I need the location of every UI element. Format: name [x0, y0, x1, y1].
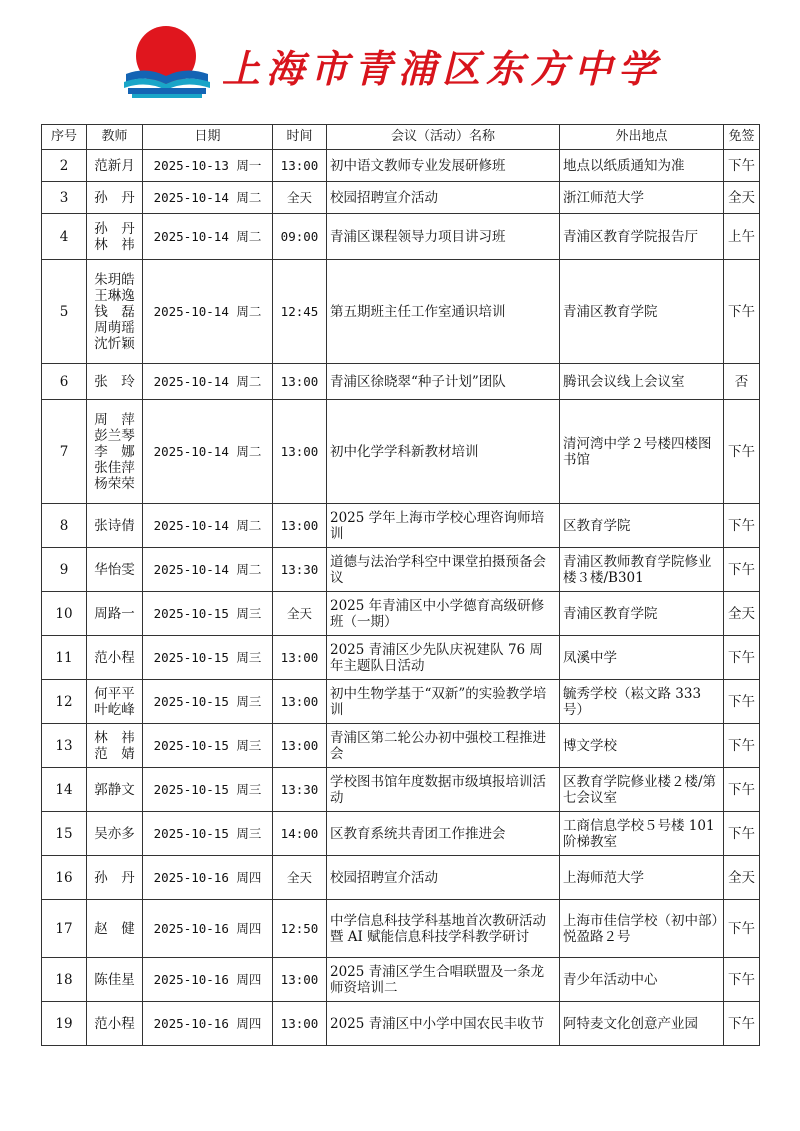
- row-teachers: [87, 150, 143, 182]
- row-teachers: [87, 214, 143, 260]
- row-time: 13:00: [273, 680, 327, 724]
- row-date: 2025-10-15 周三: [143, 812, 273, 856]
- row-sign-exempt: 下午: [724, 768, 760, 812]
- teacher-name: 赵 健: [94, 920, 135, 937]
- table-row: [42, 724, 760, 768]
- table-row: [42, 592, 760, 636]
- col-header-meeting-name: 会议（活动）名称: [327, 125, 560, 150]
- row-place: 阿特麦文化创意产业园: [560, 1002, 724, 1046]
- table-row: [42, 150, 760, 182]
- row-place: 区教育学院修业楼２楼/第七会议室: [560, 768, 724, 812]
- row-time: 12:45: [273, 260, 327, 364]
- row-sign-exempt: 下午: [724, 680, 760, 724]
- row-meeting-name: 校园招聘宣介活动: [327, 856, 560, 900]
- row-place: 上海师范大学: [560, 856, 724, 900]
- row-time: 全天: [273, 856, 327, 900]
- row-sign-exempt: 下午: [724, 812, 760, 856]
- table-row: [42, 812, 760, 856]
- row-time: 13:00: [273, 1002, 327, 1046]
- row-meeting-name: 青浦区徐晓翠“种子计划”团队: [327, 364, 560, 400]
- row-meeting-name: 中学信息科技学科基地首次教研活动暨 AI 赋能信息科技学科教学研讨: [327, 900, 560, 958]
- row-time: 12:50: [273, 900, 327, 958]
- row-teachers: [87, 856, 143, 900]
- row-meeting-name: 初中生物学基于“双新”的实验教学培训: [327, 680, 560, 724]
- row-time: 13:00: [273, 636, 327, 680]
- row-meeting-name: 学校图书馆年度数据市级填报培训活动: [327, 768, 560, 812]
- row-date: 2025-10-15 周三: [143, 724, 273, 768]
- col-header-sign-exempt: 免签: [724, 125, 760, 150]
- teacher-name: 孙 丹: [94, 189, 135, 206]
- row-place: 博文学校: [560, 724, 724, 768]
- teacher-name: 王琳逸: [94, 287, 135, 304]
- row-number: 16: [42, 856, 87, 900]
- row-meeting-name: 2025 青浦区学生合唱联盟及一条龙师资培训二: [327, 958, 560, 1002]
- row-date: 2025-10-15 周三: [143, 680, 273, 724]
- row-place: 工商信息学校５号楼 101 阶梯教室: [560, 812, 724, 856]
- teacher-name: 孙 丹: [94, 220, 135, 237]
- row-place: 青浦区教育学院报告厅: [560, 214, 724, 260]
- row-number: 14: [42, 768, 87, 812]
- teacher-name: 张 玲: [94, 373, 135, 390]
- teacher-name: 周 萍: [94, 411, 135, 428]
- meeting-schedule-table: [41, 124, 760, 1046]
- row-date: 2025-10-16 周四: [143, 900, 273, 958]
- table-row: [42, 958, 760, 1002]
- row-teachers: [87, 504, 143, 548]
- row-teachers: [87, 768, 143, 812]
- table-row: [42, 856, 760, 900]
- table-row: [42, 214, 760, 260]
- teacher-name: 周萌瑶: [94, 319, 135, 336]
- row-number: 2: [42, 150, 87, 182]
- col-header-time: 时间: [273, 125, 327, 150]
- table-row: [42, 364, 760, 400]
- row-date: 2025-10-16 周四: [143, 856, 273, 900]
- row-number: 4: [42, 214, 87, 260]
- teacher-name: 朱玥皓: [94, 271, 135, 288]
- row-sign-exempt: 上午: [724, 214, 760, 260]
- row-time: 全天: [273, 182, 327, 214]
- teacher-name: 彭兰琴: [94, 427, 135, 444]
- row-sign-exempt: 下午: [724, 958, 760, 1002]
- row-time: 13:00: [273, 724, 327, 768]
- row-sign-exempt: 下午: [724, 636, 760, 680]
- table-row: [42, 900, 760, 958]
- teacher-name: 周路一: [94, 605, 135, 622]
- teacher-name: 钱 磊: [94, 303, 135, 320]
- teacher-name: 杨荣荣: [94, 475, 135, 492]
- row-place: 地点以纸质通知为准: [560, 150, 724, 182]
- row-time: 全天: [273, 592, 327, 636]
- row-number: 8: [42, 504, 87, 548]
- row-time: 13:30: [273, 548, 327, 592]
- row-meeting-name: 校园招聘宣介活动: [327, 182, 560, 214]
- row-date: 2025-10-14 周二: [143, 260, 273, 364]
- row-sign-exempt: 下午: [724, 724, 760, 768]
- col-header-place: 外出地点: [560, 125, 724, 150]
- row-teachers: [87, 260, 143, 364]
- teacher-name: 孙 丹: [94, 869, 135, 886]
- row-time: 13:30: [273, 768, 327, 812]
- row-date: 2025-10-16 周四: [143, 1002, 273, 1046]
- row-place: 青浦区教师教育学院修业楼３楼/B301: [560, 548, 724, 592]
- row-teachers: [87, 900, 143, 958]
- row-meeting-name: 青浦区课程领导力项目讲习班: [327, 214, 560, 260]
- row-place: 青浦区教育学院: [560, 260, 724, 364]
- teacher-name: 何平平: [94, 685, 135, 702]
- row-teachers: [87, 1002, 143, 1046]
- row-date: 2025-10-14 周二: [143, 214, 273, 260]
- row-place: 青少年活动中心: [560, 958, 724, 1002]
- row-sign-exempt: 下午: [724, 900, 760, 958]
- table-body: [42, 150, 760, 1046]
- table-header-row: [42, 125, 760, 150]
- row-date: 2025-10-15 周三: [143, 636, 273, 680]
- row-sign-exempt: 下午: [724, 1002, 760, 1046]
- row-teachers: [87, 548, 143, 592]
- row-date: 2025-10-14 周二: [143, 504, 273, 548]
- row-time: 13:00: [273, 504, 327, 548]
- row-place: 腾讯会议线上会议室: [560, 364, 724, 400]
- row-number: 11: [42, 636, 87, 680]
- row-meeting-name: 初中语文教师专业发展研修班: [327, 150, 560, 182]
- row-number: 10: [42, 592, 87, 636]
- table-row: [42, 768, 760, 812]
- row-number: 3: [42, 182, 87, 214]
- row-meeting-name: 第五期班主任工作室通识培训: [327, 260, 560, 364]
- row-number: 6: [42, 364, 87, 400]
- table-row: [42, 504, 760, 548]
- row-date: 2025-10-14 周二: [143, 182, 273, 214]
- row-meeting-name: 区教育系统共青团工作推进会: [327, 812, 560, 856]
- row-number: 19: [42, 1002, 87, 1046]
- row-teachers: [87, 958, 143, 1002]
- row-time: 14:00: [273, 812, 327, 856]
- row-teachers: [87, 400, 143, 504]
- row-number: 5: [42, 260, 87, 364]
- teacher-name: 李 娜: [94, 443, 135, 460]
- row-number: 17: [42, 900, 87, 958]
- row-meeting-name: 2025 学年上海市学校心理咨询师培训: [327, 504, 560, 548]
- row-number: 18: [42, 958, 87, 1002]
- row-teachers: [87, 680, 143, 724]
- teacher-name: 张佳萍: [94, 459, 135, 476]
- teacher-name: 范小程: [94, 1015, 135, 1032]
- row-meeting-name: 2025 年青浦区中小学德育高级研修班（一期）: [327, 592, 560, 636]
- row-sign-exempt: 下午: [724, 260, 760, 364]
- row-sign-exempt: 下午: [724, 548, 760, 592]
- teacher-name: 范小程: [94, 649, 135, 666]
- row-teachers: [87, 592, 143, 636]
- teacher-name: 叶屹峰: [94, 701, 135, 718]
- row-time: 13:00: [273, 400, 327, 504]
- col-header-teacher: 教师: [87, 125, 143, 150]
- row-teachers: [87, 636, 143, 680]
- teacher-name: 范 婧: [94, 745, 135, 762]
- row-sign-exempt: 否: [724, 364, 760, 400]
- teacher-name: 郭静文: [94, 781, 135, 798]
- row-teachers: [87, 182, 143, 214]
- row-number: 7: [42, 400, 87, 504]
- teacher-name: 林 祎: [94, 236, 135, 253]
- teacher-name: 张诗倩: [94, 517, 135, 534]
- row-date: 2025-10-14 周二: [143, 364, 273, 400]
- row-time: 13:00: [273, 958, 327, 1002]
- row-meeting-name: 2025 青浦区中小学中国农民丰收节: [327, 1002, 560, 1046]
- table-row: [42, 260, 760, 364]
- table-row: [42, 1002, 760, 1046]
- row-place: 清河湾中学２号楼四楼图书馆: [560, 400, 724, 504]
- row-place: 毓秀学校（崧文路 333 号）: [560, 680, 724, 724]
- row-teachers: [87, 812, 143, 856]
- page-header: [0, 0, 800, 118]
- row-number: 9: [42, 548, 87, 592]
- table-row: [42, 548, 760, 592]
- row-sign-exempt: 下午: [724, 504, 760, 548]
- col-header-date: 日期: [143, 125, 273, 150]
- row-sign-exempt: 全天: [724, 856, 760, 900]
- row-date: 2025-10-15 周三: [143, 768, 273, 812]
- row-sign-exempt: 全天: [724, 592, 760, 636]
- row-sign-exempt: 下午: [724, 400, 760, 504]
- table-row: [42, 400, 760, 504]
- row-place: 上海市佳信学校（初中部）悦盈路２号: [560, 900, 724, 958]
- teacher-name: 吴亦多: [94, 825, 135, 842]
- school-logo-icon: [118, 22, 218, 100]
- row-date: 2025-10-15 周三: [143, 592, 273, 636]
- row-number: 13: [42, 724, 87, 768]
- row-date: 2025-10-14 周二: [143, 548, 273, 592]
- teacher-name: 沈忻颖: [94, 335, 135, 352]
- col-header-number: 序号: [42, 125, 87, 150]
- row-sign-exempt: 下午: [724, 150, 760, 182]
- row-time: 13:00: [273, 150, 327, 182]
- row-time: 09:00: [273, 214, 327, 260]
- row-teachers: [87, 724, 143, 768]
- teacher-name: 华怡雯: [94, 561, 135, 578]
- row-time: 13:00: [273, 364, 327, 400]
- row-sign-exempt: 全天: [724, 182, 760, 214]
- row-place: 浙江师范大学: [560, 182, 724, 214]
- row-teachers: [87, 364, 143, 400]
- row-date: 2025-10-14 周二: [143, 400, 273, 504]
- table-row: [42, 680, 760, 724]
- table-row: [42, 182, 760, 214]
- row-meeting-name: 道德与法治学科空中课堂拍摄预备会议: [327, 548, 560, 592]
- row-meeting-name: 2025 青浦区少先队庆祝建队 76 周年主题队日活动: [327, 636, 560, 680]
- row-place: 凤溪中学: [560, 636, 724, 680]
- row-meeting-name: 青浦区第二轮公办初中强校工程推进会: [327, 724, 560, 768]
- teacher-name: 陈佳星: [94, 971, 135, 988]
- row-number: 12: [42, 680, 87, 724]
- row-meeting-name: 初中化学学科新教材培训: [327, 400, 560, 504]
- row-date: 2025-10-13 周一: [143, 150, 273, 182]
- teacher-name: 范新月: [94, 157, 135, 174]
- school-name: 上海市青浦区东方中学: [222, 46, 663, 91]
- row-place: 青浦区教育学院: [560, 592, 724, 636]
- teacher-name: 林 祎: [94, 729, 135, 746]
- table-row: [42, 636, 760, 680]
- row-date: 2025-10-16 周四: [143, 958, 273, 1002]
- row-place: 区教育学院: [560, 504, 724, 548]
- row-number: 15: [42, 812, 87, 856]
